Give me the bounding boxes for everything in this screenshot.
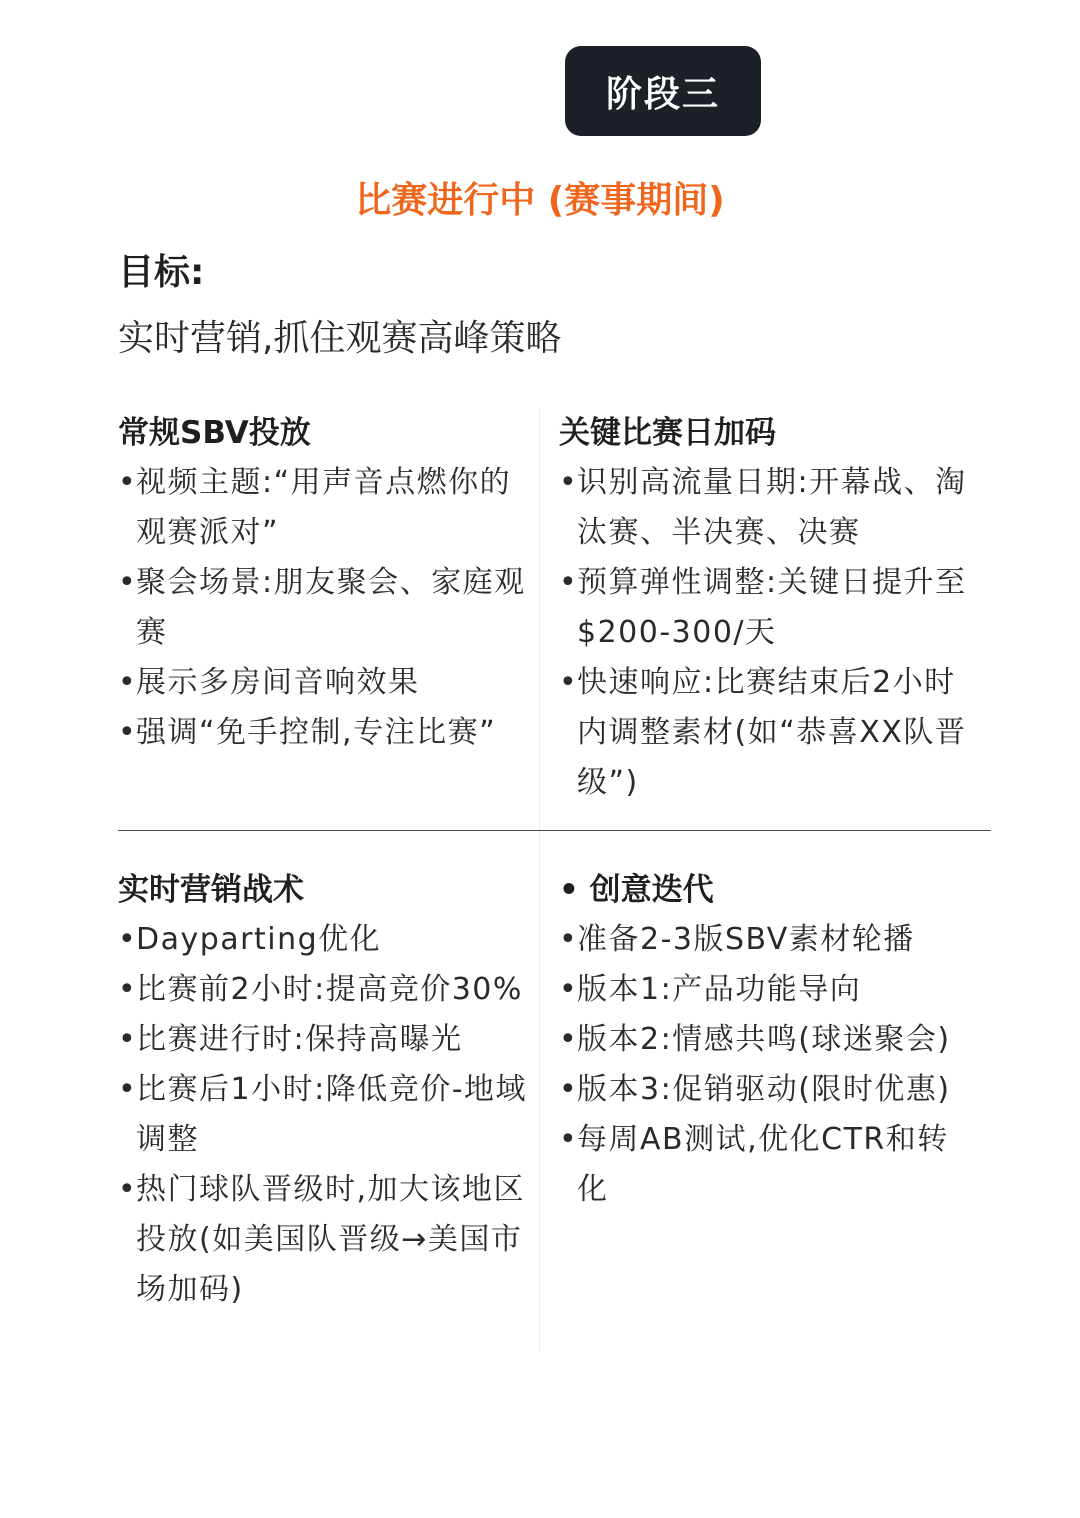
- list-item: • 版本3:促销驱动(限时优惠): [559, 1065, 979, 1115]
- list-item: • 识别高流量日期:开幕战、淘汰赛、半决赛、决赛: [559, 458, 979, 558]
- list-item: • 每周AB测试,优化CTR和转化: [559, 1115, 979, 1215]
- list-item: • 展示多房间音响效果: [118, 658, 532, 708]
- list-item: • 准备2-3版SBV素材轮播: [559, 915, 979, 965]
- section-title: 实时营销战术: [118, 872, 304, 908]
- goal-text: 实时营销,抓住观赛高峰策略: [118, 318, 562, 359]
- section-list: [559, 458, 979, 808]
- list-item: • 版本2:情感共鸣(球迷聚会): [559, 1015, 979, 1065]
- section-realtime-tactics: [118, 865, 532, 1315]
- section-title: 常规SBV投放: [118, 415, 311, 451]
- section-list: [118, 458, 532, 758]
- list-item: • 强调“免手控制,专注比赛”: [118, 708, 532, 758]
- list-item: • 视频主题:“用声音点燃你的观赛派对”: [118, 458, 532, 558]
- section-key-match-days: [559, 408, 979, 808]
- list-item: • Dayparting优化: [118, 915, 532, 965]
- section-list: [118, 915, 532, 1315]
- stage-label: 阶段三: [605, 73, 720, 115]
- list-item: • 热门球队晋级时,加大该地区投放(如美国队晋级→美国市场加码): [118, 1165, 532, 1315]
- goal-label: 目标:: [118, 252, 205, 293]
- list-item: • 聚会场景:朋友聚会、家庭观赛: [118, 558, 532, 658]
- section-title: 关键比赛日加码: [559, 415, 776, 451]
- list-item: • 比赛进行时:保持高曝光: [118, 1015, 532, 1065]
- row-divider: [118, 830, 991, 831]
- section-title: • 创意迭代: [559, 872, 714, 908]
- list-item: • 比赛后1小时:降低竞价-地域调整: [118, 1065, 532, 1165]
- list-item: • 预算弹性调整:关键日提升至$200-300/天: [559, 558, 979, 658]
- section-list: [559, 915, 979, 1215]
- list-item: • 比赛前2小时:提高竞价30%: [118, 965, 532, 1015]
- list-item: • 版本1:产品功能导向: [559, 965, 979, 1015]
- page-subtitle: 比赛进行中 (赛事期间): [355, 180, 725, 221]
- section-creative-iteration: [559, 865, 979, 1215]
- section-regular-sbv: [118, 408, 532, 758]
- list-item: • 快速响应:比赛结束后2小时内调整素材(如“恭喜XX队晋级”): [559, 658, 979, 808]
- column-divider: [539, 410, 540, 1350]
- stage-badge: [565, 46, 761, 136]
